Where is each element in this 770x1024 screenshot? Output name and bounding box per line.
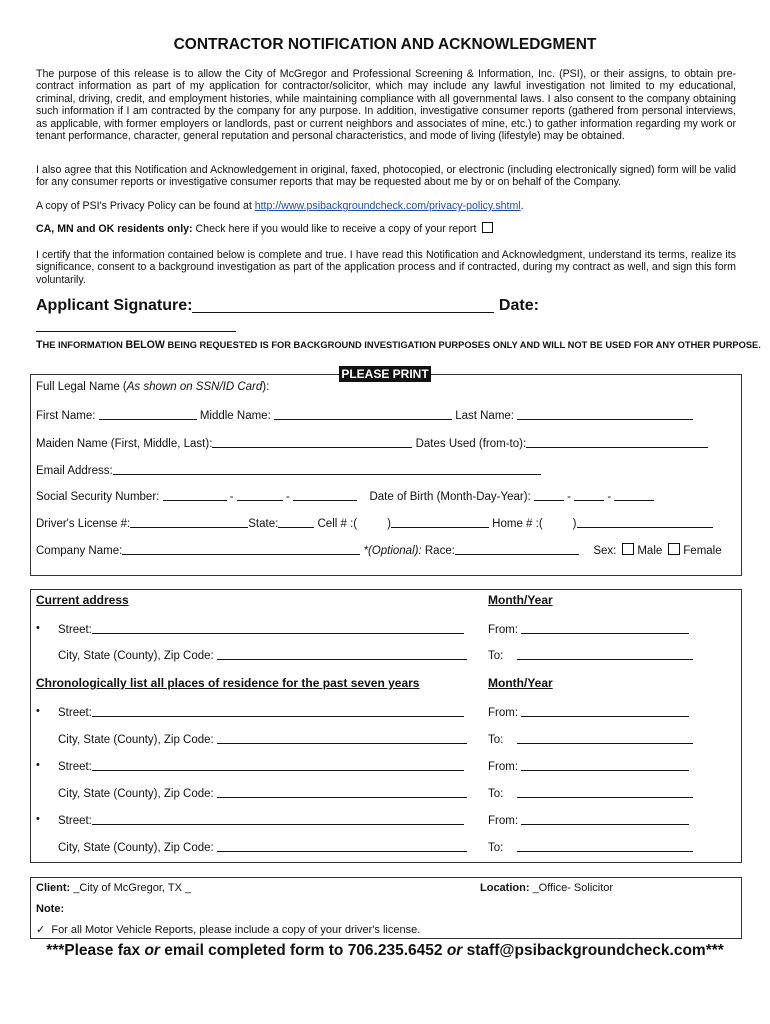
residents-text: Check here if you would like to receive a copy of your report <box>192 223 477 235</box>
dob-year[interactable] <box>614 489 654 501</box>
checkmark-icon: ✓ <box>36 924 46 936</box>
residence-1-street-row <box>58 705 464 719</box>
residence-3-street-field[interactable] <box>92 813 464 825</box>
male-label: Male <box>637 545 663 557</box>
license-row <box>36 516 713 530</box>
cell-field[interactable] <box>391 516 489 528</box>
sex-female-checkbox[interactable] <box>668 543 680 555</box>
company-name-label: Company Name: <box>36 545 123 557</box>
middle-name-label: Middle Name: <box>199 410 271 422</box>
notice-part-1: HE INFORMATION <box>42 340 126 350</box>
notice-below: BELOW <box>125 339 165 351</box>
first-name-field[interactable] <box>99 408 197 420</box>
certify-paragraph: I certify that the information contained below is complete and true. I have read this Notification and Acknowledgment, understand its terms, realize its significance, consent to a background investigation as part of the application process and if contracted, during my contract as well, and sign this form voluntarily. <box>36 249 736 286</box>
race-field[interactable] <box>455 543 579 555</box>
bullet: • <box>36 759 40 771</box>
home-label: Home # :( <box>492 518 543 530</box>
street-label: Street: <box>58 624 92 636</box>
current-street-field[interactable] <box>92 622 464 634</box>
residence-1-city-row <box>58 732 467 746</box>
dob-month[interactable] <box>534 489 564 501</box>
mvr-note-text: For all Motor Vehicle Reports, please include a copy of your driver's license. <box>51 924 421 936</box>
current-city-row <box>58 648 467 662</box>
residence-1-from-field[interactable] <box>521 705 689 717</box>
residents-line <box>36 222 736 235</box>
fax-part-a: ***Please fax <box>46 942 145 959</box>
residence-1-from-row <box>488 705 689 719</box>
current-from-row <box>488 622 689 636</box>
city-label: City, State (County), Zip Code: <box>58 650 214 662</box>
company-name-field[interactable] <box>122 543 360 555</box>
ssn-row <box>36 489 654 503</box>
ssn-dash-1: - <box>229 491 234 503</box>
note-text: Note: <box>36 903 65 915</box>
fax-part-b: email completed form to 706.235.6452 <box>159 942 447 959</box>
current-city-field[interactable] <box>217 648 467 660</box>
race-label: Race: <box>424 545 455 557</box>
email-label: Email Address: <box>36 465 113 477</box>
signature-label: Applicant Signature: <box>36 297 193 314</box>
residence-2-city-row <box>58 786 467 800</box>
street-label: Street: <box>58 815 92 827</box>
date-field[interactable] <box>36 315 236 332</box>
current-street-row <box>58 622 464 636</box>
fax-instructions <box>0 942 770 960</box>
date-label: Date: <box>498 297 539 314</box>
full-legal-name-a: Full Legal Name ( <box>36 381 127 393</box>
current-to-field[interactable] <box>517 648 693 660</box>
please-print-banner: PLEASE PRINT <box>339 366 431 382</box>
notice-part-2: BEING REQUESTED IS FOR BACKGROUND INVESTIGATION PURPOSES ONLY AND WILL NOT BE USED FOR ANY OTHER PURPOSE. <box>164 340 761 350</box>
dob-dash-2: - <box>607 491 612 503</box>
residence-1-to-field[interactable] <box>517 732 693 744</box>
to-label: To: <box>488 842 504 854</box>
notice-initial: T <box>36 339 43 351</box>
residence-3-city-row <box>58 840 467 854</box>
dates-used-label: Dates Used (from-to): <box>415 438 527 450</box>
residence-2-street-field[interactable] <box>92 759 464 771</box>
residence-3-street-row <box>58 813 464 827</box>
middle-name-field[interactable] <box>274 408 452 420</box>
cell-label: Cell # :( <box>317 518 358 530</box>
maiden-row <box>36 436 708 450</box>
mvr-note <box>36 923 420 936</box>
full-legal-name-note: As shown on SSN/ID Card <box>126 381 263 393</box>
ssn-part-1[interactable] <box>163 489 227 501</box>
drivers-license-field[interactable] <box>130 516 248 528</box>
ssn-part-2[interactable] <box>237 489 283 501</box>
maiden-name-field[interactable] <box>212 436 412 448</box>
ssn-dash-2: - <box>286 491 290 503</box>
last-name-label: Last Name: <box>455 410 514 422</box>
dates-used-field[interactable] <box>526 436 708 448</box>
maiden-name-label: Maiden Name (First, Middle, Last): <box>36 438 213 450</box>
from-label: From: <box>488 815 519 827</box>
residence-3-to-row <box>488 840 693 854</box>
month-year-heading-2: Month/Year <box>488 676 553 690</box>
last-name-field[interactable] <box>517 408 693 420</box>
female-label: Female <box>683 545 722 557</box>
fax-part-c: staff@psibackgroundcheck.com*** <box>462 942 724 959</box>
bullet: • <box>36 705 40 717</box>
name-row <box>36 408 693 422</box>
chronological-heading: Chronologically list all places of residence for the past seven years <box>36 676 420 690</box>
residence-3-to-field[interactable] <box>517 840 693 852</box>
current-to-row <box>488 648 693 662</box>
to-label: To: <box>488 734 504 746</box>
purpose-paragraph: The purpose of this release is to allow the City of McGregor and Professional Screening & Information, Inc. (PSI), or their assigns, to obtain pre-contract information as part of my application for contractor/solicitor, which may include any lawful investigation not limited to my educational, criminal, driving, credit, and employment histories, while maintaining compliance with all governmental laws. I also consent to the company obtaining such information if I am contracted by the company for any purpose. In addition, investigative consumer reports (gathered from personal interviews, as applicable, with former employers or landlords, past or current neighbors and associates of mine, etc.) to gather information regarding my work or tenant performance, character, general reputation and personal characteristics, and mode of living (lifestyle) may be obtained. <box>36 68 736 143</box>
page-title: CONTRACTOR NOTIFICATION AND ACKNOWLEDGMENT <box>173 36 597 53</box>
client-label: Client: <box>36 882 71 894</box>
privacy-line <box>36 200 736 212</box>
location-row <box>480 882 613 894</box>
sex-male-checkbox[interactable] <box>622 543 634 555</box>
drivers-license-label: Driver's License #: <box>36 518 131 530</box>
residence-2-street-row <box>58 759 464 773</box>
privacy-policy-link[interactable]: http://www.psibackgroundcheck.com/privacy-policy.shtml <box>254 200 521 212</box>
current-from-field[interactable] <box>521 622 689 634</box>
information-notice <box>36 339 761 351</box>
first-name-label: First Name: <box>36 410 96 422</box>
sex-label: Sex: <box>593 545 617 557</box>
from-label: From: <box>488 761 519 773</box>
privacy-suffix: . <box>520 200 524 212</box>
note-label <box>36 903 64 915</box>
residence-3-city-field[interactable] <box>217 840 467 852</box>
client-row <box>36 882 191 894</box>
signature-field[interactable] <box>192 296 494 313</box>
report-copy-checkbox[interactable] <box>482 222 493 233</box>
signature-row <box>36 296 736 334</box>
ssn-label: Social Security Number: <box>36 491 160 503</box>
residence-2-to-row <box>488 786 693 800</box>
fax-or-2: or <box>446 942 463 959</box>
residents-label: CA, MN and OK residents only: <box>36 223 193 235</box>
from-label: From: <box>488 624 519 636</box>
state-field[interactable] <box>278 516 314 528</box>
residence-2-from-row <box>488 759 689 773</box>
home-paren: ) <box>572 518 577 530</box>
residence-2-to-field[interactable] <box>517 786 693 798</box>
city-label: City, State (County), Zip Code: <box>58 734 214 746</box>
residence-1-street-field[interactable] <box>92 705 464 717</box>
residence-1-city-field[interactable] <box>217 732 467 744</box>
cell-paren: ) <box>387 518 391 530</box>
full-legal-name-b: ): <box>262 381 270 393</box>
home-field[interactable] <box>577 516 713 528</box>
month-year-heading-1: Month/Year <box>488 593 553 607</box>
city-label: City, State (County), Zip Code: <box>58 842 214 854</box>
bullet: • <box>36 813 40 825</box>
residence-2-from-field[interactable] <box>521 759 689 771</box>
full-legal-name-label <box>36 381 269 393</box>
location-value: _Office- Solicitor <box>532 882 614 894</box>
from-label: From: <box>488 707 519 719</box>
to-label: To: <box>488 650 504 662</box>
company-row <box>36 543 722 557</box>
to-label: To: <box>488 788 504 800</box>
dob-dash-1: - <box>567 491 571 503</box>
optional-label: *(Optional): <box>363 545 422 557</box>
street-label: Street: <box>58 761 92 773</box>
email-row <box>36 463 541 477</box>
fax-or-1: or <box>144 942 160 959</box>
residence-1-to-row <box>488 732 693 746</box>
ssn-part-3[interactable] <box>293 489 357 501</box>
residence-3-from-field[interactable] <box>521 813 689 825</box>
city-label: City, State (County), Zip Code: <box>58 788 214 800</box>
email-field[interactable] <box>113 463 541 475</box>
location-label: Location: <box>480 882 530 894</box>
street-label: Street: <box>58 707 92 719</box>
dob-label: Date of Birth (Month-Day-Year): <box>369 491 531 503</box>
residence-3-from-row <box>488 813 689 827</box>
state-label: State: <box>248 518 279 530</box>
bullet: • <box>36 622 40 634</box>
current-address-heading: Current address <box>36 593 129 607</box>
privacy-prefix: A copy of PSI's Privacy Policy can be found at <box>36 200 255 212</box>
residence-2-city-field[interactable] <box>217 786 467 798</box>
agreement-paragraph: I also agree that this Notification and Acknowledgement in original, faxed, photocopied, or electronic (including electronically signed) form will be valid for any consumer reports or investigative consumer reports that may be requested about me by or on behalf of the Company. <box>36 164 736 189</box>
dob-day[interactable] <box>574 489 604 501</box>
client-value: _City of McGregor, TX _ <box>73 882 192 894</box>
